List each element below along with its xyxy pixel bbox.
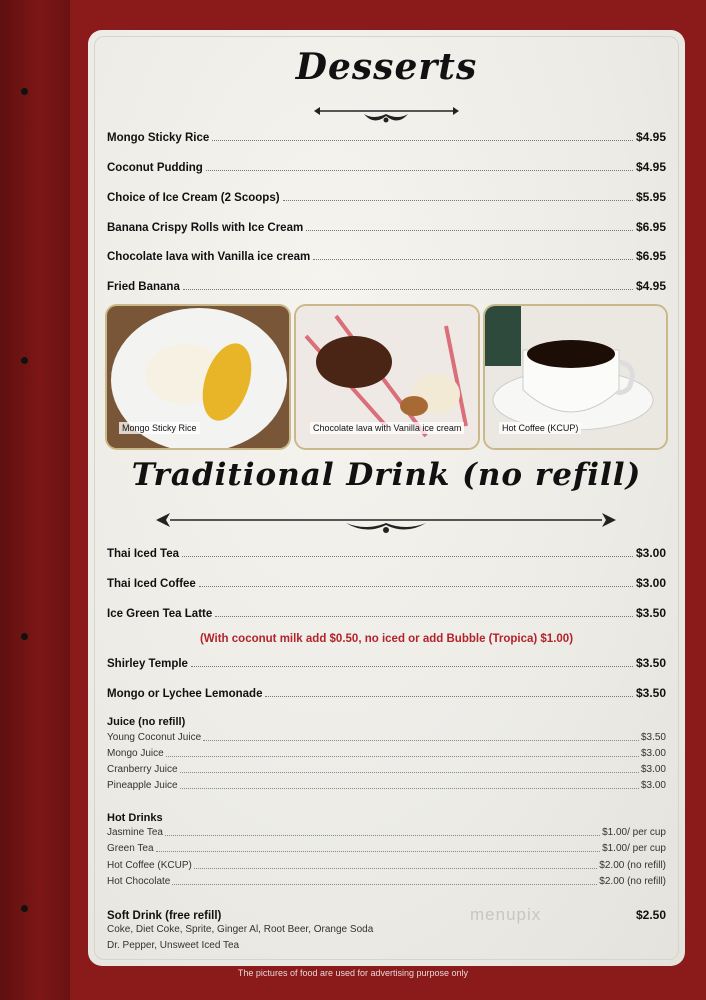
soft-drink-options: Dr. Pepper, Unsweet Iced Tea	[107, 940, 240, 951]
footer-disclaimer: The pictures of food are used for advertising purpose only	[237, 968, 469, 978]
menu-item: Green Tea $1.00/ per cup	[107, 843, 666, 854]
binder-ring-hole	[21, 357, 28, 364]
menu-item: Thai Iced Coffee $3.00	[107, 576, 666, 590]
menu-item: Banana Crispy Rolls with Ice Cream $6.95	[107, 220, 666, 234]
binder-ring-hole	[21, 88, 28, 95]
food-photo-sticky-rice	[107, 306, 289, 448]
menu-binder-spine	[0, 0, 70, 1000]
menu-item: Mongo or Lychee Lemonade $3.50	[107, 686, 666, 700]
menu-item: Hot Chocolate $2.00 (no refill)	[107, 876, 666, 887]
menu-item: Coconut Pudding $4.95	[107, 160, 666, 174]
photo-caption: Hot Coffee (KCUP)	[499, 422, 581, 434]
menu-item: Ice Green Tea Latte $3.50	[107, 606, 666, 620]
hot-drinks-heading: Hot Drinks	[107, 812, 163, 824]
traditional-drink-title: Traditional Drink (no refill)	[131, 457, 642, 493]
flourish-ornament-icon	[156, 510, 616, 538]
menu-item: Mongo Sticky Rice $4.95	[107, 130, 666, 144]
photo-caption: Chocolate lava with Vanilla ice cream	[310, 422, 464, 434]
desserts-title: Desserts	[295, 46, 478, 88]
menu-item: Thai Iced Tea $3.00	[107, 546, 666, 560]
menu-item: Jasmine Tea $1.00/ per cup	[107, 827, 666, 838]
menu-item: Shirley Temple $3.50	[107, 656, 666, 670]
menupix-watermark: menupix	[470, 905, 542, 924]
menu-item: Choice of Ice Cream (2 Scoops) $5.95	[107, 190, 666, 204]
menu-paper	[88, 30, 685, 966]
soft-drink-options: Coke, Diet Coke, Sprite, Ginger Al, Root Beer, Orange Soda	[107, 924, 374, 935]
food-photo-chocolate-lava	[296, 306, 478, 448]
binder-ring-hole	[21, 905, 28, 912]
drink-addon-note: (With coconut milk add $0.50, no iced or add Bubble (Tropica) $1.00)	[199, 633, 574, 645]
juice-heading: Juice (no refill)	[107, 716, 186, 728]
flourish-ornament-icon	[314, 102, 459, 128]
menu-item: Pineapple Juice $3.00	[107, 780, 666, 791]
menu-item: Mongo Juice $3.00	[107, 748, 666, 759]
menu-item: Cranberry Juice $3.00	[107, 764, 666, 775]
menu-item: Fried Banana $4.95	[107, 279, 666, 293]
menu-item: Chocolate lava with Vanilla ice cream $6.95	[107, 249, 666, 263]
menu-item: Soft Drink (free refill) $2.50	[107, 908, 666, 922]
menu-item: Young Coconut Juice $3.50	[107, 732, 666, 743]
photo-caption: Mongo Sticky Rice	[119, 422, 200, 434]
binder-ring-hole	[21, 633, 28, 640]
menu-item: Hot Coffee (KCUP) $2.00 (no refill)	[107, 860, 666, 871]
food-photo-hot-coffee	[485, 306, 666, 448]
